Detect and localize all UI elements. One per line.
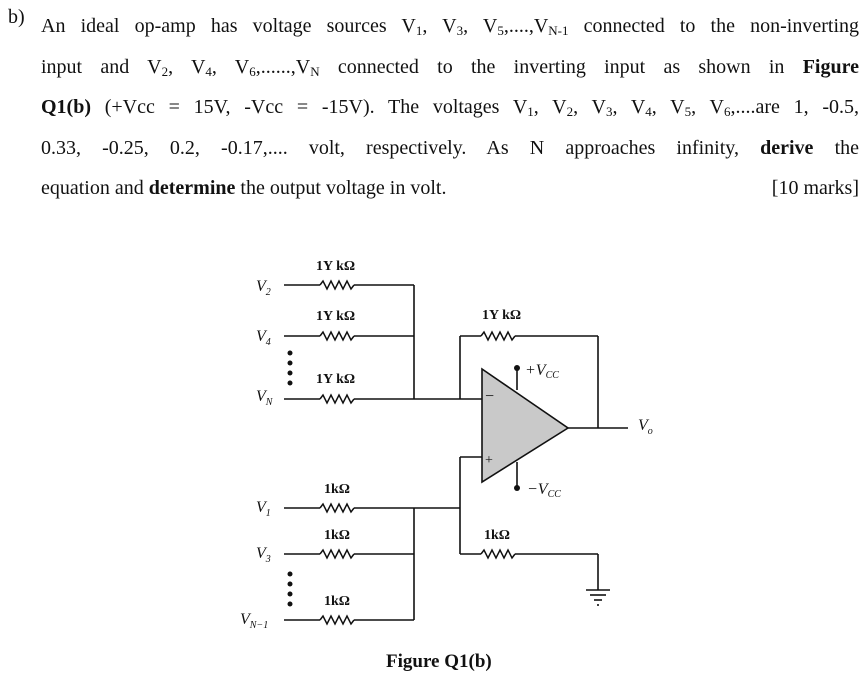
- resistor-bottom-2-label: 1kΩ: [324, 528, 350, 543]
- resistor-ground-label: 1kΩ: [484, 528, 510, 543]
- vcc-negative-label: −VCC: [527, 481, 561, 500]
- resistor-top-1: [320, 281, 354, 289]
- input-v1-label: $V_1$: [256, 499, 271, 519]
- question-line-1: An ideal op-amp has voltage sources $V_1$, $V_3$, $V_5,....,V_{N-1}$ connected to the non-inverting: [41, 15, 859, 38]
- ellipsis-dots-bottom: [288, 572, 293, 607]
- opamp-noninverting-sign: +: [485, 453, 493, 468]
- question-line-5: equation and determine the output voltage in volt. [10 marks]: [41, 168, 859, 209]
- input-vn-minus-1-label: $V_{N-1}$: [240, 611, 269, 631]
- resistor-top-1-label: 1Y kΩ: [316, 259, 356, 274]
- resistor-ground: [481, 550, 515, 558]
- vcc-positive-terminal: [514, 365, 520, 371]
- resistor-top-2: [320, 332, 354, 340]
- input-v2-label: $V_2$: [256, 278, 271, 298]
- resistor-bottom-3-label: 1kΩ: [324, 594, 350, 609]
- resistor-bottom-1-label: 1kΩ: [324, 482, 350, 497]
- resistor-bottom-2: [320, 550, 354, 558]
- question-line-2: input and $V_2$, $V_4$, $V_6,......,V_N$ connected to the inverting input as shown in Figure: [41, 55, 859, 79]
- marks-label: [10 marks]: [771, 177, 859, 199]
- input-v4-label: $V_4$: [256, 328, 271, 348]
- ground-icon: [586, 590, 610, 605]
- input-vn-label: $V_N$: [256, 388, 273, 408]
- resistor-bottom-3: [320, 616, 354, 624]
- input-v3-label: $V_3$: [256, 545, 271, 565]
- opamp-triangle: [482, 369, 568, 482]
- vcc-positive-label: +VCC: [525, 362, 559, 381]
- resistor-top-3-label: 1Y kΩ: [316, 372, 356, 387]
- resistor-feedback: [481, 332, 515, 340]
- opamp-inverting-sign: −: [485, 388, 495, 405]
- resistor-feedback-label: 1Y kΩ: [482, 308, 522, 323]
- output-label: $V_o$: [638, 417, 653, 437]
- question-line-4: 0.33, -0.25, 0.2, -0.17,.... volt, respectively. As N approaches infinity, derive the: [41, 136, 859, 159]
- ellipsis-dots-top: [288, 351, 293, 386]
- resistor-top-2-label: 1Y kΩ: [316, 309, 356, 324]
- question-line-3: Q1(b) (+Vcc = 15V, -Vcc = -15V). The voltages $V_1$, $V_2$, $V_3$, $V_4$, $V_5$, $V_6,....are$ 1, -0.5,: [41, 96, 859, 119]
- question-label: b): [8, 6, 25, 28]
- figure-caption: Figure Q1(b): [386, 651, 492, 672]
- resistor-top-3: [320, 395, 354, 403]
- vcc-negative-terminal: [514, 485, 520, 491]
- resistor-bottom-1: [320, 504, 354, 512]
